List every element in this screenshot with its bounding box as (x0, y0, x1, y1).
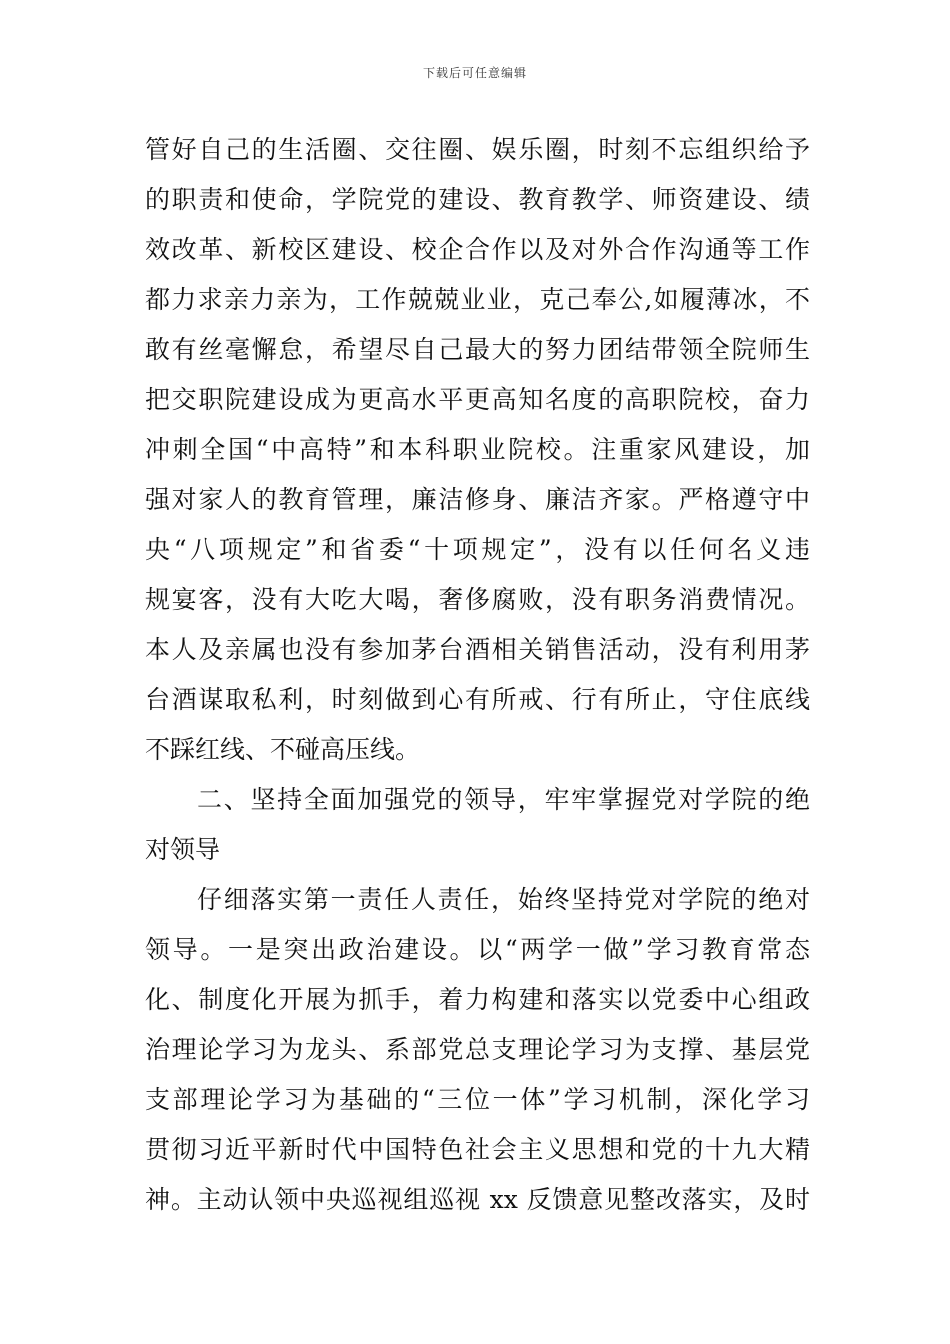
paragraph-3-line-1: 仔细落实第一责任人责任，始终坚持党对学院的绝对 (197, 885, 810, 914)
paragraph-1-line-8: 强对家人的教育管理，廉洁修身、廉洁齐家。严格遵守中 (145, 485, 810, 514)
paragraph-3-line-3: 化、制度化开展为抓手，着力构建和落实以党委中心组政 (145, 985, 810, 1014)
paragraph-1-line-1: 管好自己的生活圈、交往圈、娱乐圈，时刻不忘组织给予 (145, 135, 810, 164)
paragraph-1-line-2: 的职责和使命，学院党的建设、教育教学、师资建设、绩 (145, 185, 810, 214)
paragraph-3-line-2: 领导。一是突出政治建设。以“两学一做”学习教育常态 (145, 935, 810, 964)
document-body (145, 125, 810, 1225)
paragraph-1-line-9: 央“八项规定”和省委“十项规定”，没有以任何名义违 (145, 535, 810, 564)
paragraph-1-line-3: 效改革、新校区建设、校企合作以及对外合作沟通等工作 (145, 235, 810, 264)
paragraph-1-line-7: 冲刺全国“中高特”和本科职业院校。注重家风建设，加 (145, 435, 810, 464)
paragraph-1-line-6: 把交职院建设成为更高水平更高知名度的高职院校，奋力 (145, 385, 810, 414)
paragraph-1-line-13: 不踩红线、不碰高压线。 (145, 735, 421, 764)
page-header: 下载后可任意编辑 (422, 66, 527, 80)
paragraph-1-line-11: 本人及亲属也没有参加茅台酒相关销售活动，没有利用茅 (145, 635, 810, 664)
section-heading-line-1: 二、坚持全面加强党的领导，牢牢掌握党对学院的绝 (197, 785, 810, 814)
paragraph-1-line-4: 都力求亲力亲为，工作兢兢业业，克己奉公,如履薄冰，不 (145, 285, 810, 314)
paragraph-3-line-5: 支部理论学习为基础的“三位一体”学习机制，深化学习 (145, 1085, 810, 1114)
paragraph-1-line-5: 敢有丝毫懈怠，希望尽自己最大的努力团结带领全院师生 (145, 335, 810, 364)
paragraph-3-line-4: 治理论学习为龙头、系部党总支理论学习为支撑、基层党 (145, 1035, 810, 1064)
section-heading-line-2: 对领导 (145, 835, 221, 864)
paragraph-1-line-10: 规宴客，没有大吃大喝，奢侈腐败，没有职务消费情况。 (145, 585, 810, 614)
paragraph-3-line-6: 贯彻习近平新时代中国特色社会主义思想和党的十九大精 (145, 1135, 810, 1164)
paragraph-3-line-7: 神。主动认领中央巡视组巡视 xx 反馈意见整改落实，及时 (145, 1185, 810, 1214)
paragraph-1-line-12: 台酒谋取私利，时刻做到心有所戒、行有所止，守住底线 (145, 685, 810, 714)
